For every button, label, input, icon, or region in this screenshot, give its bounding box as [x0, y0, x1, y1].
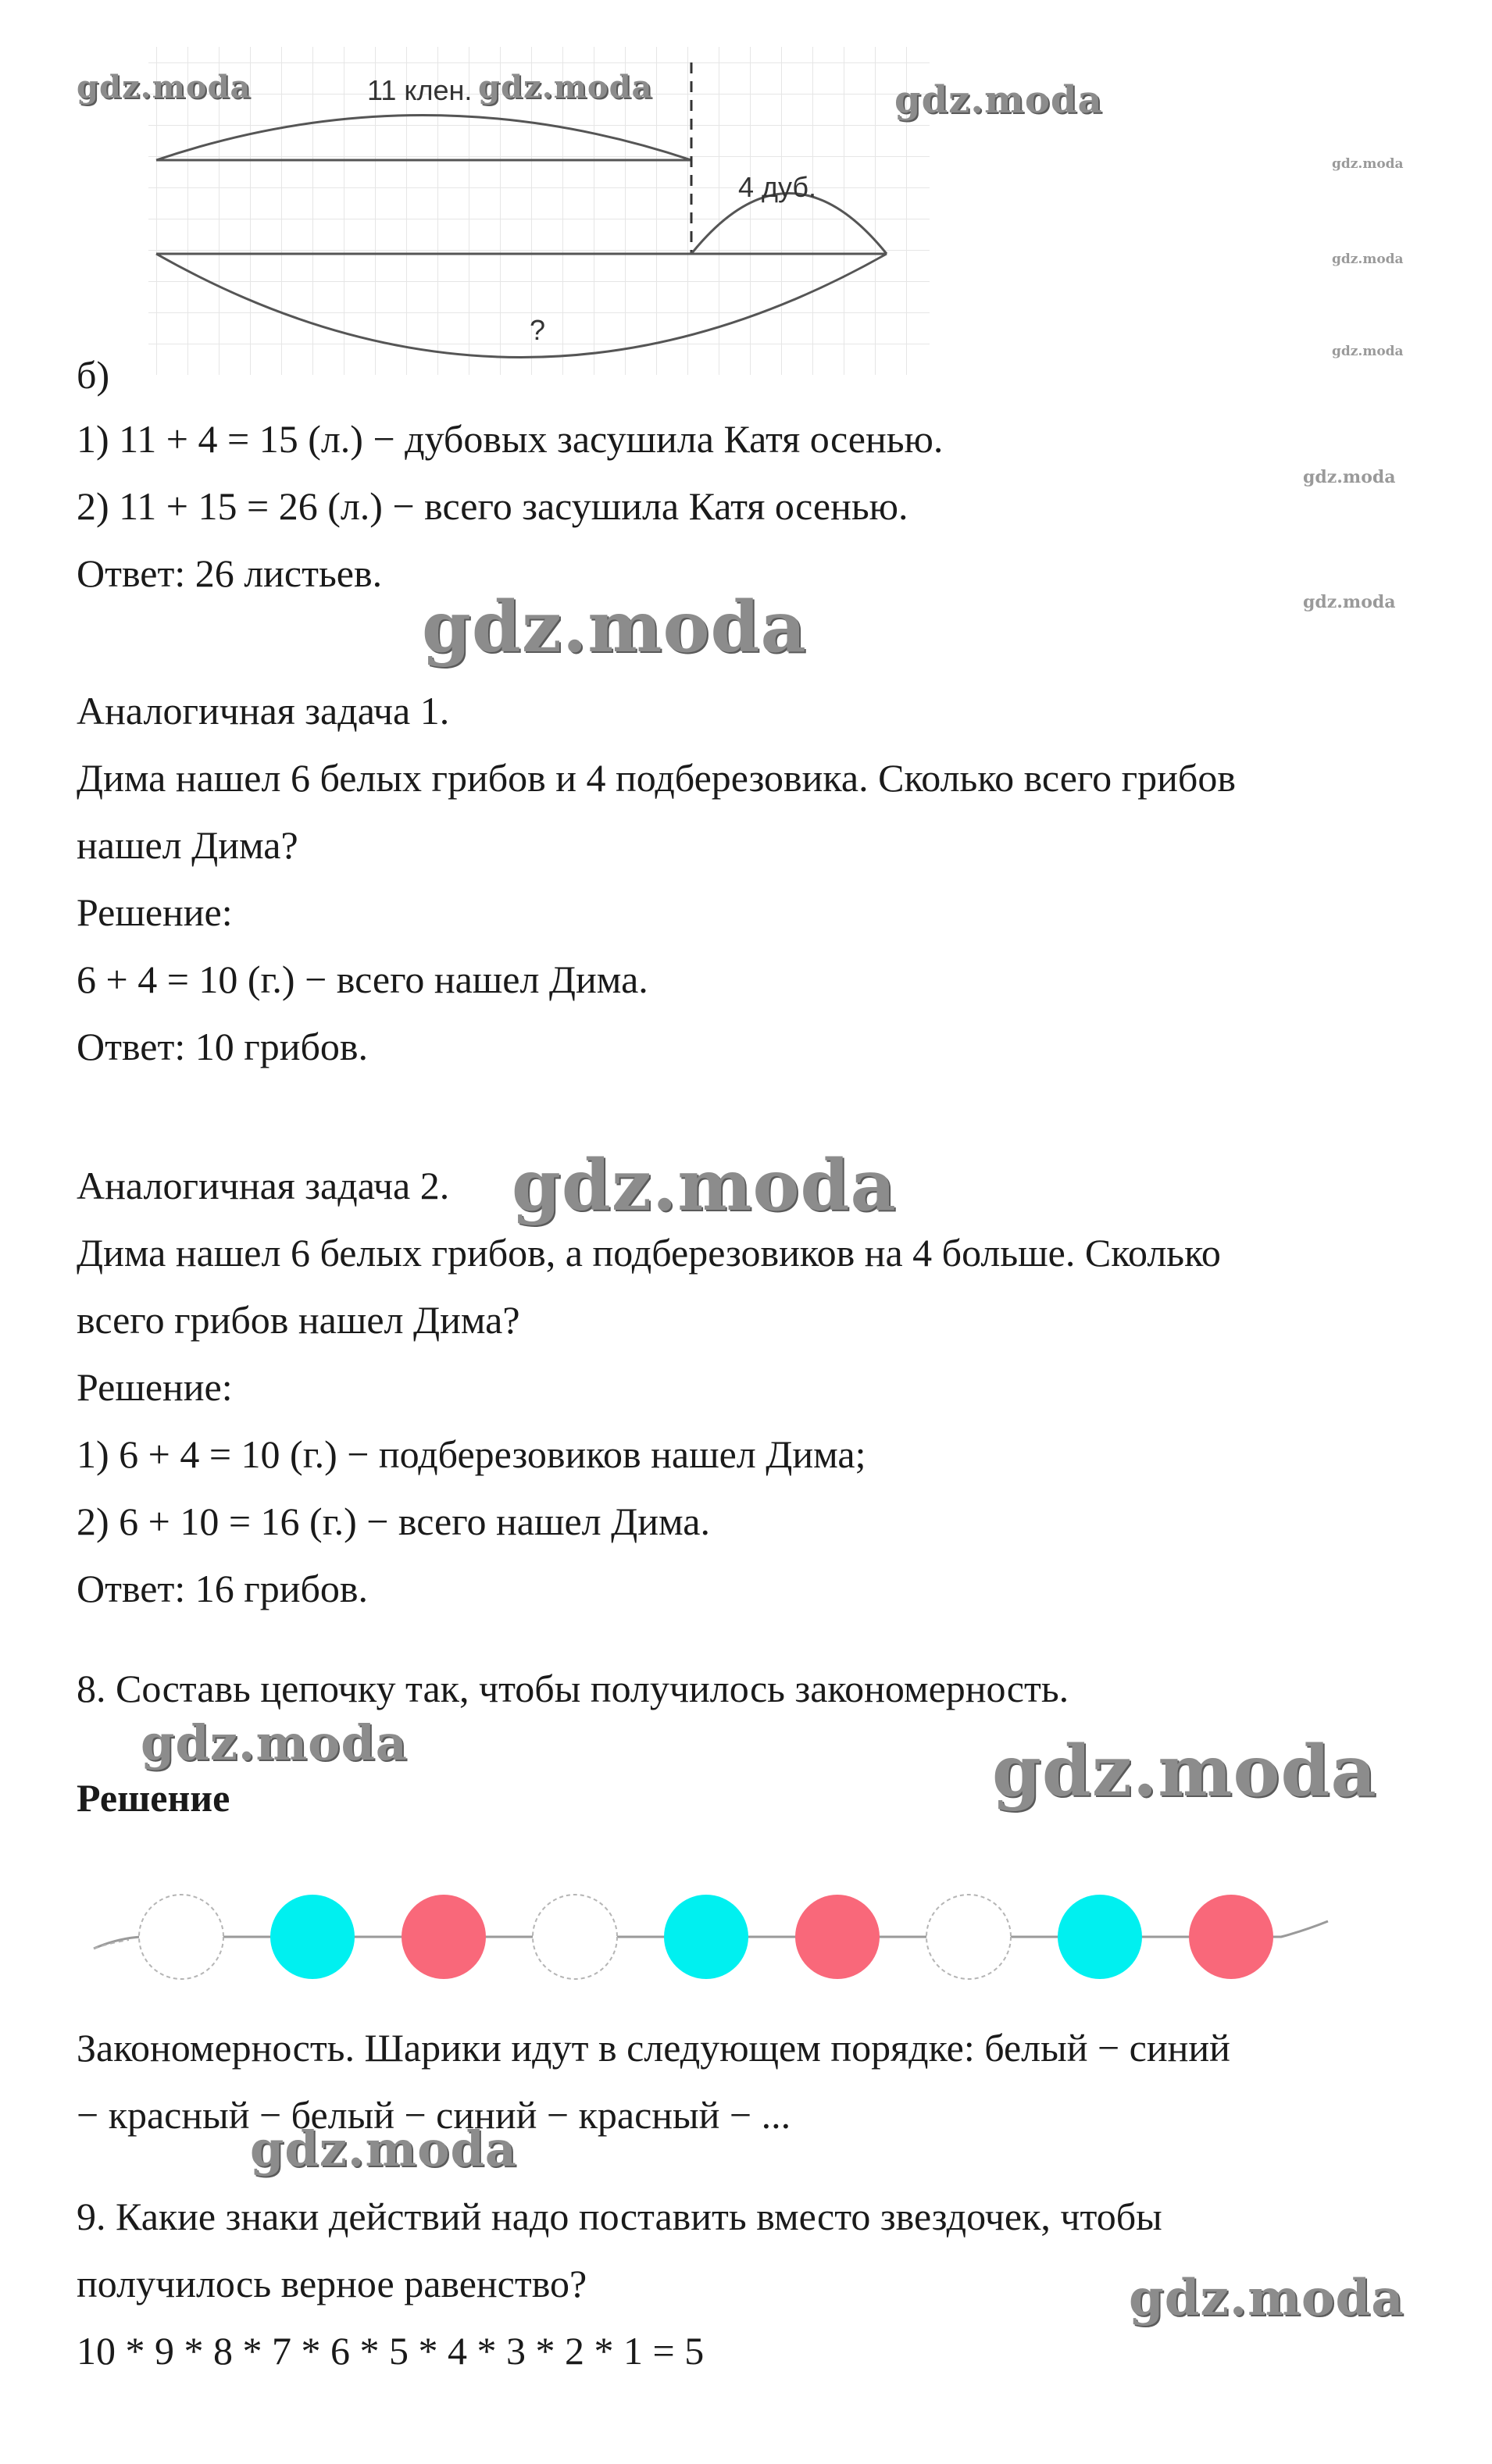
analog2-step1: 1) 6 + 4 = 10 (г.) − подберезовиков нашел Дима; [77, 1432, 866, 1476]
analog2-title: Аналогичная задача 2. [77, 1164, 450, 1207]
watermark: gdz.moda [894, 78, 1103, 122]
watermark: gdz.moda [250, 2120, 517, 2177]
label-oak: 4 дуб. [738, 171, 817, 203]
bead-chain [0, 1874, 1492, 2007]
analog1-text-line1: Дима нашел 6 белых грибов и 4 подберезовика. Сколько всего грибов [77, 756, 1236, 800]
watermark: gdz.moda [478, 69, 653, 105]
analog2-text-line1: Дима нашел 6 белых грибов, а подберезовиков на 4 больше. Сколько [77, 1231, 1221, 1275]
watermark: gdz.moda [1303, 592, 1396, 612]
watermark: gdz.moda [1332, 344, 1404, 359]
task9-equation: 10 * 9 * 8 * 7 * 6 * 5 * 4 * 3 * 2 * 1 = 5 [77, 2329, 705, 2373]
watermark: gdz.moda [512, 1144, 897, 1227]
task8-solution-heading: Решение [77, 1776, 230, 1820]
bead-cyan [664, 1895, 748, 1979]
part-b-step2: 2) 11 + 15 = 26 (л.) − всего засушила Катя осенью. [77, 484, 908, 528]
bead-cyan [270, 1895, 355, 1979]
bead-red [795, 1895, 880, 1979]
bead-red [402, 1895, 486, 1979]
part-b-step1: 1) 11 + 4 = 15 (л.) − дубовых засушила Катя осенью. [77, 417, 944, 461]
bead-white [139, 1895, 223, 1979]
watermark: gdz.moda [77, 69, 252, 105]
part-b-marker: б) [77, 353, 110, 397]
task8-pattern-line2: − красный − белый − синий − красный − ... [77, 2093, 791, 2137]
watermark: gdz.moda [1332, 156, 1404, 172]
watermark: gdz.moda [1303, 467, 1396, 487]
bead-cyan [1058, 1895, 1142, 1979]
watermark: gdz.moda [1332, 251, 1404, 267]
task9-title-line2: получилось верное равенство? [77, 2262, 587, 2305]
bead-white [926, 1895, 1011, 1979]
task9-title-line1: 9. Какие знаки действий надо поставить вместо звездочек, чтобы [77, 2195, 1162, 2238]
analog2-solution-label: Решение: [77, 1365, 233, 1409]
label-maple: 11 клен. [367, 74, 473, 106]
analog1-solution-label: Решение: [77, 890, 233, 934]
bead-red [1189, 1895, 1273, 1979]
task8-title: 8. Составь цепочку так, чтобы получилось закономерность. [77, 1667, 1069, 1710]
watermark: gdz.moda [1129, 2269, 1405, 2327]
part-b-answer: Ответ: 26 листьев. [77, 551, 383, 595]
analog2-answer: Ответ: 16 грибов. [77, 1567, 369, 1610]
task8-pattern-line1: Закономерность. Шарики идут в следующем порядке: белый − синий [77, 2026, 1230, 2070]
analog1-title: Аналогичная задача 1. [77, 689, 450, 733]
segment-diagram [0, 0, 1492, 390]
watermark: gdz.moda [992, 1730, 1377, 1813]
bead-white [533, 1895, 617, 1979]
watermark: gdz.moda [422, 586, 807, 669]
analog1-answer: Ответ: 10 грибов. [77, 1025, 369, 1068]
analog1-text-line2: нашел Дима? [77, 823, 298, 867]
label-total: ? [530, 314, 546, 346]
analog1-step1: 6 + 4 = 10 (г.) − всего нашел Дима. [77, 957, 648, 1001]
watermark: gdz.moda [141, 1714, 408, 1771]
analog2-step2: 2) 6 + 10 = 16 (г.) − всего нашел Дима. [77, 1499, 710, 1543]
analog2-text-line2: всего грибов нашел Дима? [77, 1298, 520, 1342]
